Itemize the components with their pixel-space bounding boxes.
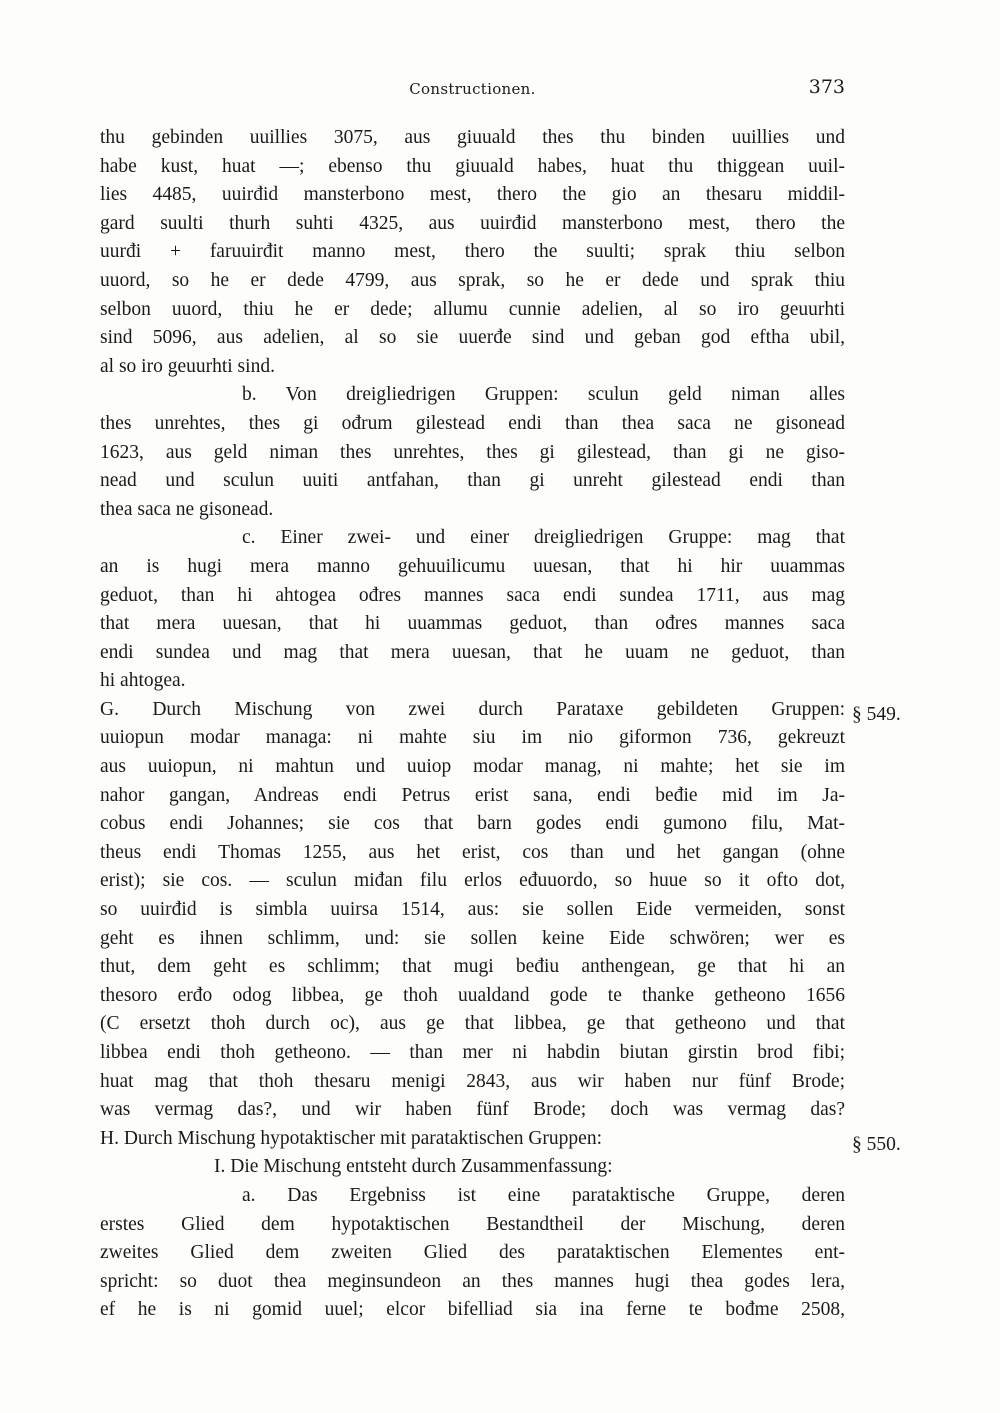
text-line: erist); sie cos. — sculun miđan filu erlos eđuuordo, so huue so it ofto dot, (100, 870, 845, 892)
section-ref-550: § 550. (852, 1134, 901, 1155)
text-line: cobus endi Johannes; sie cos that barn godes endi gumono filu, Mat- (100, 813, 845, 835)
running-header (100, 74, 845, 104)
text-line: uuiopun modar managa: ni mahte siu im nio giformon 736, gekreuzt (100, 727, 845, 749)
text-line: geduot, than hi ahtogea ođres mannes saca endi sundea 1711, aus mag (100, 584, 845, 606)
text-line: so uuirđid is simbla uuirsa 1514, aus: sie sollen Eide vermeiden, sonst (100, 899, 845, 921)
text-line: ef he is ni gomid uuel; elcor bifelliad sia ina ferne te bođme 2508, (100, 1299, 845, 1321)
section-ref-549: § 549. (852, 704, 901, 725)
subsection-i-heading: I. Die Mischung entsteht durch Zusammenfassung: (214, 1156, 613, 1178)
text-line: theus endi Thomas 1255, aus het erist, cos than und het gangan (ohne (100, 841, 845, 863)
text-line: hi ahtogea. (100, 670, 186, 692)
text-line: uuord, so he er dede 4799, aus sprak, so he er dede und sprak thiu (100, 269, 845, 291)
text-line: thu gebinden uuillies 3075, aus giuuald thes thu binden uuillies und (100, 127, 845, 148)
text-line: gard suulti thurh suhti 4325, aus uuirđid mansterbono mest, thero the (100, 212, 845, 234)
text-line: lies 4485, uuirđid mansterbono mest, thero the gio an thesaru middil- (100, 184, 845, 206)
subsection-c-heading: c. Einer zwei- und einer dreigliedrigen Gruppe: mag that (242, 527, 845, 549)
page-number: 373 (808, 76, 845, 98)
text-line: erstes Glied dem hypotaktischen Bestandtheil der Mischung, deren (100, 1213, 845, 1235)
text-line: thut, dem geht es schlimm; that mugi beđiu anthengean, ge that hi an (100, 956, 845, 978)
text-line: that mera uuesan, that hi uuammas geduot, than ođres mannes saca (100, 613, 845, 635)
text-line: aus uuiopun, ni mahtun und uuiop modar manag, ni mahte; het sie im (100, 756, 845, 778)
text-line: 1623, aus geld niman thes unrehtes, thes gi gilestead, than gi ne giso- (100, 441, 845, 463)
text-line: (C ersetzt thoh durch oc), aus ge that libbea, ge that getheono und that (100, 1013, 845, 1035)
text-line: thea saca ne gisonead. (100, 498, 274, 520)
text-line: al so iro geuurhti sind. (100, 355, 275, 377)
body-text (100, 124, 845, 1325)
text-line: spricht: so duot thea meginsundeon an thes mannes hugi thea godes lera, (100, 1270, 845, 1292)
text-line: geht es ihnen schlimm, und: sie sollen keine Eide schwören; wer es (100, 927, 845, 949)
text-line: nahor gangan, Andreas endi Petrus erist sana, endi beđie mid im Ja- (100, 784, 845, 806)
running-title: Constructionen. (409, 80, 536, 98)
text-line: thesoro erđo odog libbea, ge thoh uualdand gode te thanke getheono 1656 (100, 984, 845, 1006)
subsection-b-heading: b. Von dreigliedrigen Gruppen: sculun geld niman alles (242, 384, 845, 406)
text-line: an is hugi mera manno gehuuilicumu uuesan, that hi hir uuammas (100, 555, 845, 577)
text-line: nead und sculun uuiti antfahan, than gi unreht gilestead endi than (100, 470, 845, 492)
text-line: selbon uuord, thiu he er dede; allumu cunnie adelien, al so iro geuurhti (100, 298, 845, 320)
text-line: huat mag that thoh thesaru menigi 2843, aus wir haben nur fünf Brode; (100, 1070, 845, 1092)
text-line: zweites Glied dem zweiten Glied des parataktischen Elementes ent- (100, 1242, 845, 1264)
text-line: uurđi + faruuirđit manno mest, thero the suulti; sprak thiu selbon (100, 241, 845, 263)
text-line: habe kust, huat —; ebenso thu giuuald habes, huat thu thiggean uuil- (100, 155, 845, 177)
section-g-heading: G. Durch Mischung von zwei durch Parataxe gebildeten Gruppen: (100, 698, 845, 720)
section-h-heading: H. Durch Mischung hypotaktischer mit parataktischen Gruppen: (100, 1127, 603, 1149)
text-line: sind 5096, aus adelien, al so sie uuerđe sind und geban god eftha ubil, (100, 327, 845, 349)
text-line: libbea endi thoh getheono. — than mer ni habdin biutan girstin brod fibi; (100, 1042, 845, 1063)
subsection-a-heading: a. Das Ergebniss ist eine parataktische Gruppe, deren (242, 1184, 845, 1206)
text-line: was vermag das?, und wir haben fünf Brode; doch was vermag das? (100, 1099, 845, 1121)
text-line: endi sundea und mag that mera uuesan, that he uuam ne geduot, than (100, 641, 845, 663)
text-line: thes unrehtes, thes gi ođrum gilestead endi than thea saca ne gisonead (100, 412, 845, 434)
